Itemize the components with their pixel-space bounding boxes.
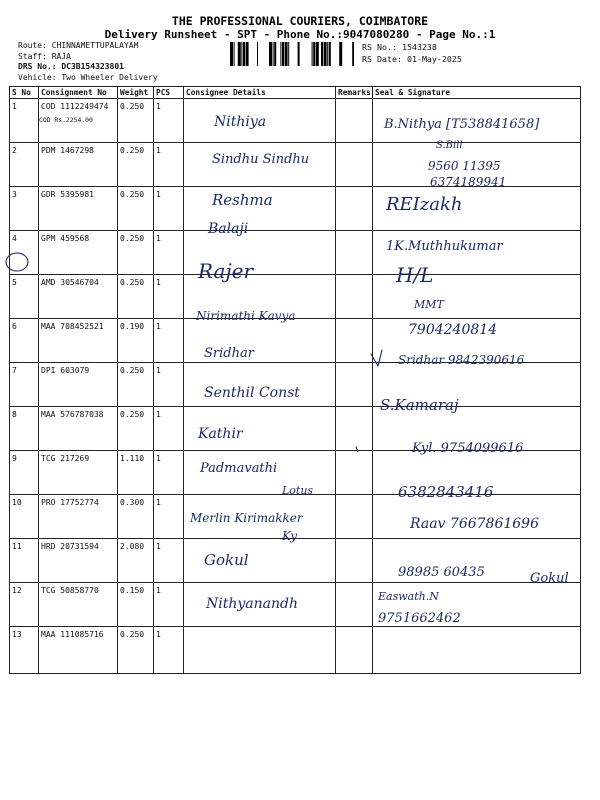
row-sno-text: 7 — [12, 366, 17, 375]
row-sno-text: 4 — [12, 234, 17, 243]
table-row — [10, 187, 581, 231]
row-sno — [10, 187, 39, 231]
row-consignee-details — [184, 363, 336, 407]
row-consignment-no-text: PRO 17752774 — [41, 498, 99, 507]
row-consignment-no-text: MAA 576787038 — [41, 410, 104, 419]
row-weight — [118, 143, 154, 187]
barcode-bar — [327, 42, 328, 66]
row-remarks — [336, 539, 373, 583]
row-weight-text: 0.150 — [120, 586, 145, 595]
signature-handwriting: Kyl. 9754099616 — [412, 441, 524, 456]
row-pcs-text: 1 — [156, 454, 161, 463]
consignee-handwriting: Nirimathi Kavya — [196, 309, 296, 323]
row-pcs — [154, 407, 184, 451]
row-pcs-text: 1 — [156, 498, 161, 507]
row-pcs-text: 1 — [156, 366, 161, 375]
row-sno — [10, 319, 39, 363]
table-row — [10, 363, 581, 407]
signature-handwriting: 6374189941 — [430, 175, 507, 189]
table-row — [10, 495, 581, 539]
row-weight — [118, 495, 154, 539]
row-pcs — [154, 187, 184, 231]
signature-handwriting: Raav 7667861696 — [410, 516, 539, 532]
row-pcs-text: 1 — [156, 190, 161, 199]
consignee-handwriting: Sindhu Sindhu — [212, 152, 310, 167]
row-consignment-no — [39, 143, 118, 187]
row-signature — [373, 99, 581, 143]
row-sno-text: 12 — [12, 586, 22, 595]
row-sno-text: 8 — [12, 410, 17, 419]
consignee-handwriting: Merlin Kirimakker — [190, 511, 303, 525]
row-weight — [118, 319, 154, 363]
row-remarks — [336, 407, 373, 451]
row-weight-text: 0.250 — [120, 278, 145, 287]
row-weight — [118, 187, 154, 231]
row-consignee-details — [184, 187, 336, 231]
consignee-handwriting: Gokul — [204, 551, 249, 569]
table-row — [10, 319, 581, 363]
barcode-bar — [313, 42, 315, 66]
barcode-bar — [321, 42, 323, 66]
row-weight-text: 0.190 — [120, 322, 145, 331]
consignee-handwriting: Lotus — [282, 484, 314, 497]
col-header-sno: S No — [10, 87, 39, 99]
row-consignee-details — [184, 143, 336, 187]
col-header-weight: Weight — [118, 87, 154, 99]
row-remarks — [336, 451, 373, 495]
signature-handwriting: B.Nithya [T538841658] — [384, 117, 540, 132]
row-consignment-no — [39, 627, 118, 674]
row-consignment-no-text: GDR 5395981 — [41, 190, 94, 199]
row-sno — [10, 627, 39, 674]
row-consignment-no — [39, 583, 118, 627]
barcode-bar — [352, 42, 354, 66]
row-sno — [10, 143, 39, 187]
barcode-bar — [243, 42, 245, 66]
row-pcs-text: 1 — [156, 234, 161, 243]
barcode-bar — [312, 42, 313, 66]
consignee-handwriting: Sridhar — [204, 346, 254, 361]
row-sno-text: 13 — [12, 630, 22, 639]
row-remarks — [336, 143, 373, 187]
barcode-bar — [285, 42, 288, 66]
row-signature — [373, 187, 581, 231]
row-consignment-no-text: MAA 708452521 — [41, 322, 104, 331]
row-pcs — [154, 539, 184, 583]
row-weight — [118, 407, 154, 451]
row-sno-text: 1 — [12, 102, 17, 111]
row-remarks — [336, 99, 373, 143]
row-sno — [10, 275, 39, 319]
row-sno-text: 6 — [12, 322, 17, 331]
barcode-bar — [234, 42, 235, 66]
barcode-bar — [324, 42, 327, 66]
barcode-bar — [282, 42, 284, 66]
row-sno — [10, 231, 39, 275]
row-weight — [118, 363, 154, 407]
drs-number-field: DRS No.: DC3B154323801 — [18, 62, 124, 72]
row-pcs — [154, 627, 184, 674]
row-pcs-text: 1 — [156, 586, 161, 595]
row-consignee-details — [184, 451, 336, 495]
barcode-bar — [280, 42, 281, 66]
row-consignee-details — [184, 627, 336, 674]
row-pcs — [154, 495, 184, 539]
row-consignment-no-text: COD 1112249474 — [41, 102, 109, 111]
row-signature — [373, 627, 581, 674]
signature-handwriting: 7904240814 — [408, 322, 498, 338]
row-weight-text: 0.300 — [120, 498, 145, 507]
staff-field: Staff: RAJA — [18, 51, 71, 61]
signature-handwriting: Easwath.N — [378, 590, 439, 603]
row-weight-text: 0.250 — [120, 366, 145, 375]
row-consignment-no — [39, 99, 118, 143]
signature-handwriting: MMT — [414, 298, 444, 311]
col-header-consignment: Consignment No — [39, 87, 118, 99]
row-remarks — [336, 363, 373, 407]
table-row — [10, 451, 581, 495]
row-remarks — [336, 187, 373, 231]
row-sno-text: 2 — [12, 146, 17, 155]
table-row — [10, 275, 581, 319]
row-pcs-text: 1 — [156, 630, 161, 639]
barcode-bar — [339, 42, 342, 66]
row-signature — [373, 539, 581, 583]
row-weight — [118, 539, 154, 583]
row-pcs-text: 1 — [156, 410, 161, 419]
row-consignment-no — [39, 319, 118, 363]
row-sno-text: 3 — [12, 190, 17, 199]
row-sno-text: 11 — [12, 542, 22, 551]
row-sno — [10, 495, 39, 539]
row-consignment-no-text: HRD 20731594 — [41, 542, 99, 551]
row-remarks — [336, 627, 373, 674]
col-header-signature: Seal & Signature — [373, 87, 581, 99]
row-consignment-no — [39, 407, 118, 451]
consignee-handwriting: Senthil Const — [204, 385, 300, 401]
barcode-bar — [298, 42, 300, 66]
row-consignment-no-text: MAA 111085716 — [41, 630, 104, 639]
consignee-handwriting: Nithiya — [214, 114, 267, 130]
row-sno — [10, 539, 39, 583]
runsheet-meta-right — [362, 41, 462, 65]
col-header-remarks: Remarks — [336, 87, 373, 99]
row-weight — [118, 275, 154, 319]
table-row — [10, 407, 581, 451]
consignee-handwriting: Balaji — [208, 221, 249, 237]
runsheet-subtitle: Delivery Runsheet - SPT - Phone No.:9047080280 - Page No.:1 — [104, 28, 496, 41]
table-row — [10, 99, 581, 143]
signature-handwriting: S.Bill — [436, 140, 463, 151]
row-consignment-no-text: TCG 50858770 — [41, 586, 99, 595]
row-sno — [10, 99, 39, 143]
row-consignment-no — [39, 539, 118, 583]
row-pcs — [154, 583, 184, 627]
row-signature — [373, 583, 581, 627]
signature-handwriting: 98985 60435 — [398, 565, 485, 580]
signature-handwriting: 9751662462 — [378, 611, 461, 626]
row-consignment-no-text: DPI 603079 — [41, 366, 90, 375]
row-weight-text: 0.250 — [120, 190, 145, 199]
row-consignee-details — [184, 583, 336, 627]
row-signature — [373, 451, 581, 495]
row-remarks — [336, 583, 373, 627]
barcode-bar — [230, 42, 233, 66]
row-sno-text: 9 — [12, 454, 17, 463]
row-consignee-details — [184, 99, 336, 143]
row-consignment-no-text: AMD 30546704 — [41, 278, 99, 287]
row-pcs — [154, 231, 184, 275]
table-row — [10, 583, 581, 627]
row-weight — [118, 627, 154, 674]
barcode-bar — [329, 42, 331, 66]
row-remarks — [336, 495, 373, 539]
consignee-handwriting: Ky — [282, 529, 297, 543]
row-signature — [373, 363, 581, 407]
row-signature — [373, 319, 581, 363]
table-header-row — [10, 87, 581, 99]
row-consignment-no — [39, 363, 118, 407]
row-consignment-no-text: PDM 1467298 — [41, 146, 94, 155]
row-pcs-text: 1 — [156, 542, 161, 551]
barcode-bar — [269, 42, 272, 66]
barcode-bar — [257, 42, 258, 66]
runsheet-meta-left — [18, 41, 158, 83]
table-row — [10, 143, 581, 187]
row-pcs — [154, 319, 184, 363]
row-pcs-text: 1 — [156, 278, 161, 287]
consignee-handwriting: Rajer — [198, 259, 254, 283]
row-remarks — [336, 275, 373, 319]
row-pcs — [154, 275, 184, 319]
barcode-bar — [241, 42, 242, 66]
barcode-bar — [288, 42, 289, 66]
row-weight — [118, 231, 154, 275]
consignee-handwriting: Reshma — [212, 191, 273, 209]
vehicle-field: Vehicle: Two Wheeler Delivery — [18, 72, 158, 82]
consignee-handwriting: Nithyanandh — [206, 596, 298, 612]
row-consignment-no-text: GPM 459568 — [41, 234, 90, 243]
barcode-bar — [274, 42, 276, 66]
runsheet-table — [9, 86, 581, 674]
row-weight-text: 0.250 — [120, 234, 145, 243]
row-sno — [10, 583, 39, 627]
row-consignee-details — [184, 319, 336, 363]
signature-handwriting: S.Kamaraj — [380, 396, 459, 414]
table-row — [10, 231, 581, 275]
col-header-consignee: Consignee Details — [184, 87, 336, 99]
row-remarks — [336, 231, 373, 275]
row-consignee-details — [184, 407, 336, 451]
signature-handwriting: 1K.Muthhukumar — [386, 239, 503, 254]
row-pcs-text: 1 — [156, 146, 161, 155]
company-title: THE PROFESSIONAL COURIERS, COIMBATORE — [171, 14, 429, 28]
row-pcs-text: 1 — [156, 102, 161, 111]
row-pcs — [154, 451, 184, 495]
row-pcs-text: 1 — [156, 322, 161, 331]
table-row — [10, 539, 581, 583]
signature-handwriting: REIzakh — [386, 194, 463, 215]
row-signature — [373, 231, 581, 275]
barcode-bar — [316, 42, 319, 66]
barcode-image — [230, 42, 354, 66]
row-signature — [373, 275, 581, 319]
table-row — [10, 627, 581, 674]
row-consignment-no — [39, 451, 118, 495]
row-signature — [373, 407, 581, 451]
row-consignee-details — [184, 275, 336, 319]
signature-handwriting: H/L — [396, 263, 434, 287]
row-weight — [118, 583, 154, 627]
route-field: Route: CHINNAMETTUPALAYAM — [18, 41, 139, 50]
col-header-pcs: PCS — [154, 87, 184, 99]
row-sno — [10, 451, 39, 495]
row-consignment-no — [39, 187, 118, 231]
cod-amount: COD Rs.2254.00 — [39, 116, 93, 124]
row-pcs — [154, 363, 184, 407]
signature-handwriting: Gokul — [530, 571, 569, 586]
row-consignment-no — [39, 275, 118, 319]
signature-handwriting: 6382843416 — [398, 483, 494, 501]
barcode-bar — [246, 42, 249, 66]
row-consignment-no-text: TCG 217269 — [41, 454, 90, 463]
row-sno-text: 10 — [12, 498, 22, 507]
row-remarks — [336, 319, 373, 363]
row-sno-text: 5 — [12, 278, 17, 287]
row-pcs — [154, 143, 184, 187]
row-weight — [118, 451, 154, 495]
row-consignee-details — [184, 495, 336, 539]
consignee-handwriting: Kathir — [198, 426, 243, 442]
row-weight-text: 0.250 — [120, 410, 145, 419]
row-weight-text: 0.250 — [120, 630, 145, 639]
row-weight-text: 1.110 — [120, 454, 145, 463]
rs-date-field: RS Date: 01-May-2025 — [362, 54, 462, 64]
row-weight-text: 2.080 — [120, 542, 145, 551]
row-weight-text: 0.250 — [120, 102, 145, 111]
row-signature — [373, 143, 581, 187]
barcode-bar — [273, 42, 274, 66]
row-weight-text: 0.250 — [120, 146, 145, 155]
signature-handwriting: Sridhar 9842390616 — [398, 353, 525, 367]
row-signature — [373, 495, 581, 539]
row-consignment-no — [39, 495, 118, 539]
row-sno — [10, 407, 39, 451]
signature-handwriting: 9560 11395 — [428, 159, 501, 173]
row-pcs — [154, 99, 184, 143]
row-weight — [118, 99, 154, 143]
rs-number-field: RS No.: 1543238 — [362, 42, 437, 52]
consignee-handwriting: Padmavathi — [200, 461, 278, 476]
barcode-bar — [238, 42, 241, 66]
row-consignee-details — [184, 539, 336, 583]
row-consignee-details — [184, 231, 336, 275]
row-consignment-no — [39, 231, 118, 275]
row-sno — [10, 363, 39, 407]
